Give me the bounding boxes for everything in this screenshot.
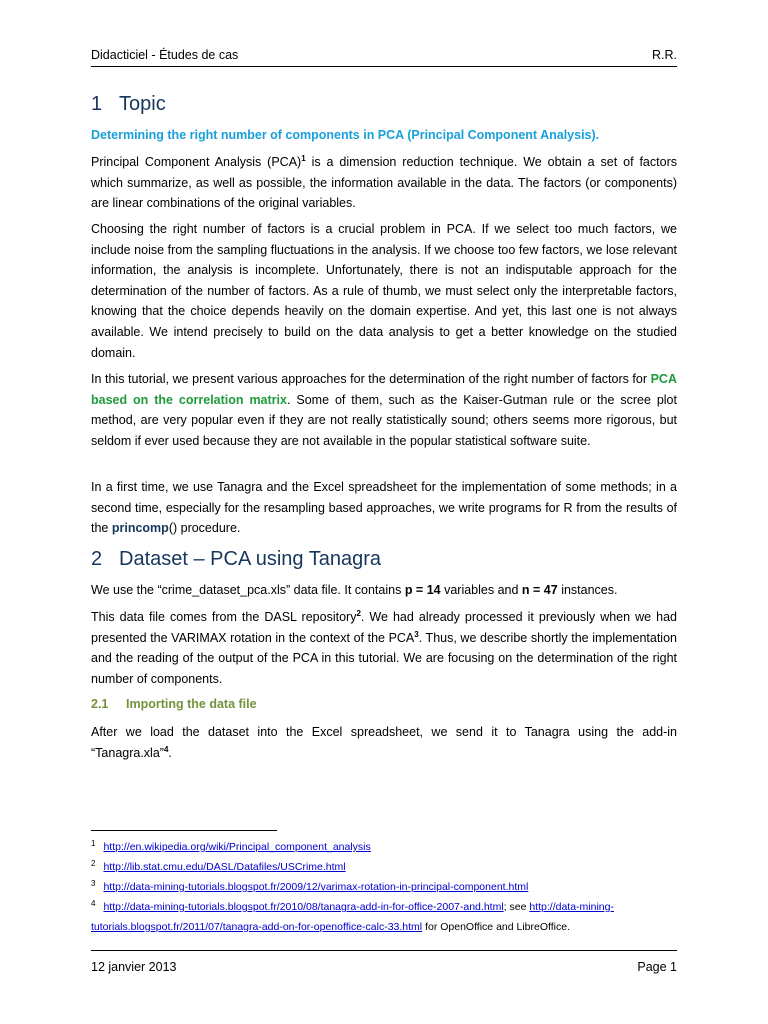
paragraph-4 bbox=[91, 477, 677, 539]
p7-text-a: After we load the dataset into the Excel spreadsheet, we send it to Tanagra using the add-in “Tanagra.xla” bbox=[91, 725, 677, 760]
section-1-title: Topic bbox=[119, 93, 166, 115]
document-page bbox=[91, 0, 677, 1024]
footnote-ref-4[interactable]: 4 bbox=[163, 744, 169, 754]
footer-date: 12 janvier 2013 bbox=[91, 960, 177, 974]
p3-text-b: . Some of them, such as the Kaiser-Gutman rule or the scree plot method, are very popular even if they are not really statistically sound; others seems more rigorous, but seldom if ever used because they are not available in the popular statistical software suite. bbox=[91, 392, 677, 448]
footnote-1-number: 1 bbox=[91, 838, 96, 848]
p3-highlight: PCA based on the correlation matrix bbox=[91, 372, 677, 407]
footnote-3 bbox=[91, 877, 677, 897]
header-left: Didacticiel - Études de cas bbox=[91, 48, 239, 62]
p7-text-b: . bbox=[168, 745, 172, 760]
p3-text-a: In this tutorial, we present various approaches for the determination of the right number of factors for bbox=[91, 372, 651, 386]
p6-text-c: . Thus, we describe shortly the implementation and the reading of the output of the PCA in this tutorial. We are focusing on the determination of the right number of components. bbox=[91, 630, 677, 686]
p1-text-b: is a dimension reduction technique. We obtain a set of factors which summarize, as well as possible, the information available in the data. The factors (or components) are linear combinations of the original variables. bbox=[91, 155, 677, 211]
footnote-4-link-2b[interactable]: tutorials.blogspot.fr/2011/07/tanagra-add-on-for-openoffice-calc-33.html bbox=[91, 921, 423, 933]
footnote-4-tail: for OpenOffice and LibreOffice. bbox=[422, 921, 571, 933]
section-2-heading bbox=[91, 548, 677, 571]
p5-text-c: variables and bbox=[440, 583, 522, 597]
footnote-2-number: 2 bbox=[91, 858, 96, 868]
footnote-separator bbox=[91, 830, 277, 831]
paragraph-7 bbox=[91, 722, 677, 763]
footnote-2-link[interactable]: http://lib.stat.cmu.edu/DASL/Datafiles/USCrime.html bbox=[103, 861, 346, 873]
footnote-4-link-2a[interactable]: http://data-mining- bbox=[529, 901, 614, 913]
paragraph-6 bbox=[91, 607, 677, 689]
section-2-number: 2 bbox=[91, 548, 103, 570]
footnote-ref-1[interactable]: 1 bbox=[301, 153, 306, 163]
footnote-4 bbox=[91, 897, 677, 937]
footnote-3-number: 3 bbox=[91, 878, 96, 888]
section-2-1-number: 2.1 bbox=[91, 697, 109, 711]
p5-p-value: p = 14 bbox=[404, 583, 441, 597]
footer-page-number: Page 1 bbox=[637, 960, 677, 974]
p5-text-a: We use the “crime_dataset_pca.xls” data file. It contains bbox=[91, 583, 405, 597]
section-1-number: 1 bbox=[91, 93, 103, 115]
section-2-1-title: Importing the data file bbox=[126, 697, 257, 711]
section-1-heading bbox=[91, 93, 677, 116]
p6-text-b: . We had already processed it previously when we had presented the VARIMAX rotation in the context of the PCA bbox=[91, 610, 677, 645]
paragraph-1 bbox=[91, 152, 677, 214]
p6-text-a: This data file comes from the DASL repository bbox=[91, 610, 357, 624]
p4-text-b: () procedure. bbox=[168, 521, 241, 536]
footnote-1-link[interactable]: http://en.wikipedia.org/wiki/Principal_component_analysis bbox=[103, 841, 371, 853]
p4-function-name: princomp bbox=[111, 521, 169, 536]
paragraph-5 bbox=[91, 580, 677, 601]
paragraph-2: Choosing the right number of factors is a crucial problem in PCA. If we select too much factors, we include noise from the sampling fluctuations in the analysis. If we choose too few factors, we lose relevant information, the analysis is incomplete. Unfortunately, there is not an indisputable approach for the determination of the number of factors. As a rule of thumb, we must select only the interpretable factors, knowing that the choice depends heavily on the domain expertise. And yet, this last one is not always available. We intend precisely to build on the data analysis to get a better knowledge on the studied domain. bbox=[91, 222, 677, 360]
footnote-4-sep: ; see bbox=[503, 901, 530, 913]
footnote-ref-2[interactable]: 2 bbox=[356, 608, 361, 618]
p5-n-value: n = 47 bbox=[521, 583, 558, 597]
p4-text-a: In a first time, we use Tanagra and the Excel spreadsheet for the implementation of some methods; in a second time, especially for the resampling based approaches, we write programs for R from the results of the bbox=[91, 480, 677, 536]
page-footer bbox=[91, 950, 677, 979]
footnote-4-number: 4 bbox=[91, 898, 96, 908]
page-header bbox=[91, 46, 677, 67]
footnote-4-link-1[interactable]: http://data-mining-tutorials.blogspot.fr/2010/08/tanagra-add-in-for-office-2007-and.html bbox=[103, 901, 504, 913]
footnote-3-link[interactable]: http://data-mining-tutorials.blogspot.fr/2009/12/varimax-rotation-in-principal-component.html bbox=[103, 881, 529, 893]
section-2-title: Dataset – PCA using Tanagra bbox=[119, 548, 382, 570]
section-2-1-heading bbox=[91, 697, 257, 711]
footnote-2 bbox=[91, 857, 677, 877]
header-right: R.R. bbox=[652, 48, 677, 62]
footnote-ref-3[interactable]: 3 bbox=[414, 629, 419, 639]
p5-text-d: instances. bbox=[557, 583, 618, 597]
topic-subtitle: Determining the right number of components in PCA (Principal Component Analysis). bbox=[91, 128, 600, 142]
p1-text-a: Principal Component Analysis (PCA) bbox=[91, 155, 302, 169]
footnote-1 bbox=[91, 837, 677, 857]
paragraph-3 bbox=[91, 369, 677, 451]
